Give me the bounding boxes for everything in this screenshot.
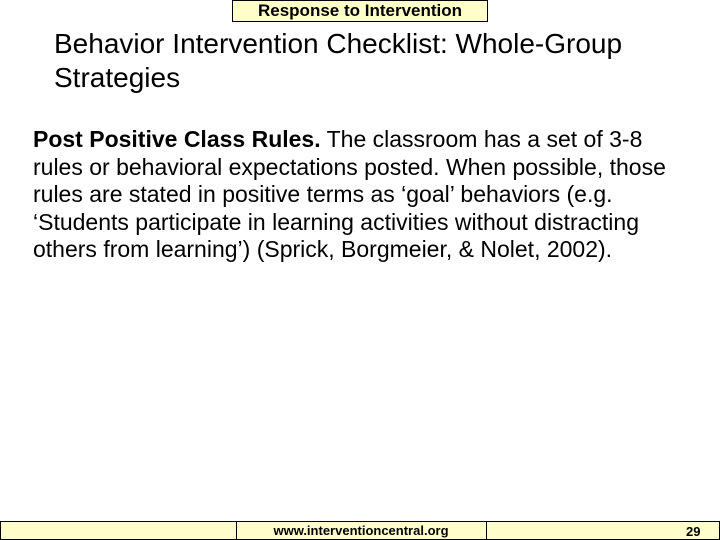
slide-title: Behavior Intervention Checklist: Whole-Group Strategies <box>54 28 623 93</box>
footer-divider-right <box>486 521 487 540</box>
top-banner <box>232 0 488 22</box>
body-lead: Post Positive Class Rules. <box>33 126 321 152</box>
body-content: The classroom has a set of 3-8 rules or behavioral expectations posted. When possible, those rules are stated in positive terms as ‘goal’ behaviors (e.g. ‘Students participate in learning activities without distracting others from learning’) (Sprick, Borgmeier, & Nolet, 2002). <box>33 126 666 263</box>
banner-text: Response to Intervention <box>257 1 463 20</box>
body-paragraph <box>33 126 693 264</box>
page-number: 29 <box>686 524 701 539</box>
footer-url: www.interventioncentral.org <box>273 523 449 538</box>
